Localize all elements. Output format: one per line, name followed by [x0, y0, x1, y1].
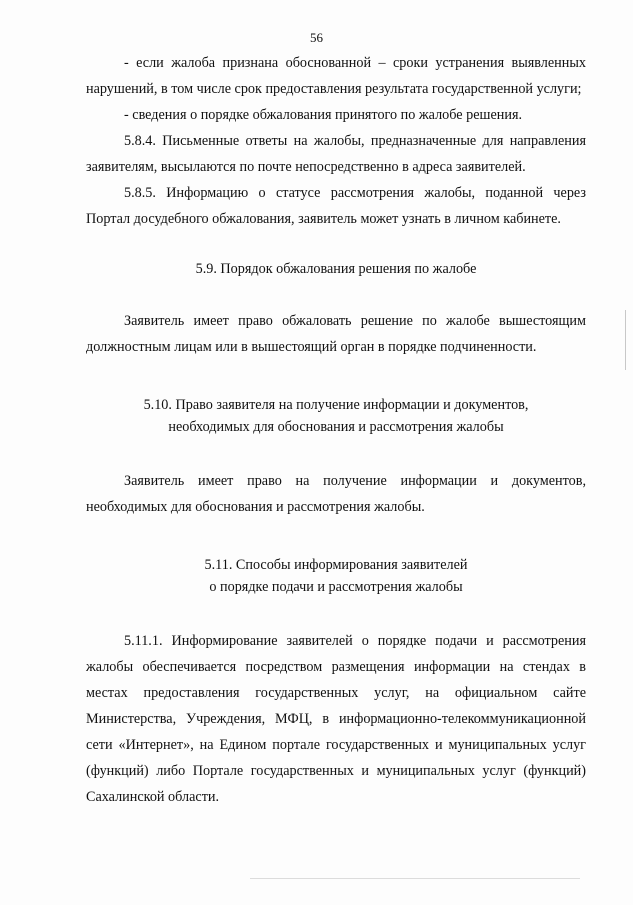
- paragraph-appeal-info: - сведения о порядке обжалования принятого по жалобе решения.: [124, 107, 523, 123]
- scan-artifact: [625, 310, 626, 370]
- paragraph-complaint-justified: - если жалоба признана обоснованной – сроки устранения выявленных нарушений, в том числе срок предоставления результата государственной услуги;: [86, 55, 586, 97]
- paragraph-5-8-5: 5.8.5. Информацию о статусе рассмотрения жалобы, поданной через Портал досудебного обжалования, заявитель может узнать в личном кабинете.: [86, 185, 586, 227]
- section-5-11-heading-line2: о порядке подачи и рассмотрения жалобы: [209, 579, 463, 595]
- paragraph-5-8-4: 5.8.4. Письменные ответы на жалобы, предназначенные для направления заявителям, высылаются по почте непосредственно в адреса заявителей.: [86, 133, 586, 175]
- section-5-10-heading-line1: 5.10. Право заявителя на получение информации и документов,: [143, 397, 529, 413]
- section-5-10-heading-line2: необходимых для обоснования и рассмотрения жалобы: [168, 419, 504, 435]
- document-body: [86, 50, 586, 810]
- section-5-11-heading: [86, 554, 586, 598]
- scan-artifact: [250, 878, 580, 879]
- section-5-9-text: Заявитель имеет право обжаловать решение по жалобе вышестоящим должностным лицам или в вышестоящий орган в порядке подчиненности.: [86, 313, 586, 355]
- section-5-10-heading: [86, 394, 586, 438]
- page-number: 56: [310, 30, 323, 45]
- section-5-11-1-text: 5.11.1. Информирование заявителей о порядке подачи и рассмотрения жалобы обеспечивается посредством размещения информации на стендах в местах предоставления государственных услуг, на официальном сайте Министерства, Учреждения, МФЦ, в информационно-телекоммуникационной сети «Интернет», на Едином портале государственных и муниципальных услуг (функций) либо Портале государственных и муниципальных услуг (функций) Сахалинской области.: [86, 633, 586, 805]
- section-5-10-text: Заявитель имеет право на получение информации и документов, необходимых для обоснования и рассмотрения жалобы.: [86, 473, 586, 515]
- section-5-9-heading: 5.9. Порядок обжалования решения по жалобе: [195, 261, 477, 277]
- section-5-11-heading-line1: 5.11. Способы информирования заявителей: [204, 557, 468, 573]
